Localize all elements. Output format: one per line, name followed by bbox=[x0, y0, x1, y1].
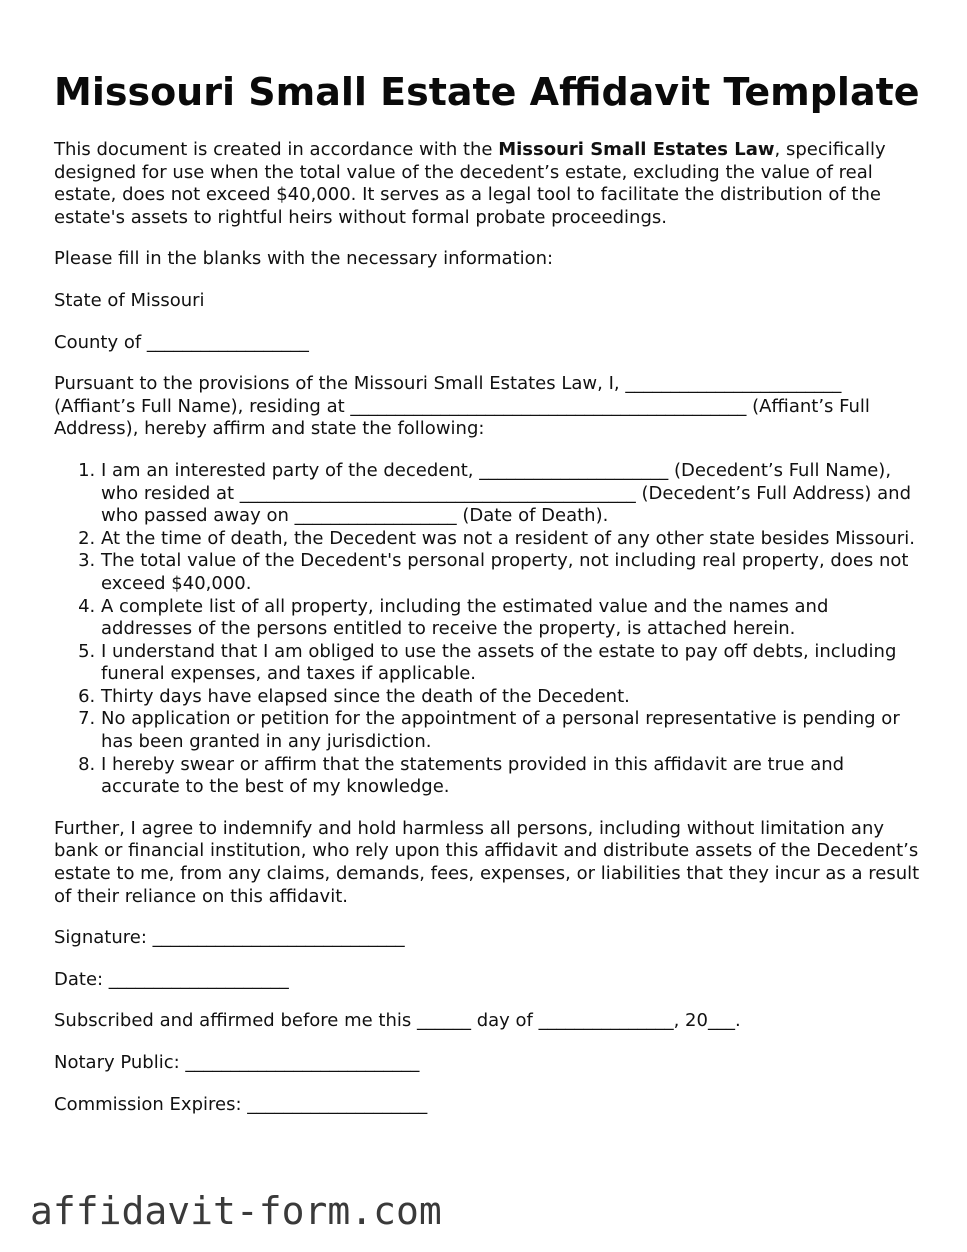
statements-list bbox=[54, 460, 920, 799]
list-item: 8. I hereby swear or affirm that the statements provided in this affidavit are true and accurate to the best of my knowledge. bbox=[101, 754, 920, 799]
list-item: 5. I understand that I am obliged to use the assets of the estate to pay off debts, including funeral expenses, and taxes if applicable. bbox=[101, 641, 920, 686]
pursuant-paragraph: Pursuant to the provisions of the Missouri Small Estates Law, I, ________________________ (Affiant’s Full Name), residing at ____________________________________________ (Affiant’s Full Address), hereby affirm and state the following: bbox=[54, 373, 870, 440]
indemnify-paragraph: Further, I agree to indemnify and hold harmless all persons, including without limitation any bank or financial institution, who rely upon this affidavit and distribute assets of the Decedent’s estate to me, from any claims, demands, fees, expenses, or liabilities that they incur as a result of their reliance on this affidavit. bbox=[54, 817, 920, 907]
intro-law-name: Missouri Small Estates Law bbox=[498, 139, 775, 160]
instruction-text: Please fill in the blanks with the necessary information: bbox=[54, 248, 554, 270]
list-item: 4. A complete list of all property, including the estimated value and the names and addresses of the persons entitled to receive the property, is attached herein. bbox=[101, 596, 920, 641]
intro-paragraph bbox=[54, 139, 920, 229]
signature-line: Signature: ____________________________ bbox=[54, 927, 405, 949]
list-item: 1. I am an interested party of the decedent, _____________________ (Decedent’s Full Name), who resided at ____________________________________________ (Decedent’s Full Address) and who passed away on __________________ (Date of Death). bbox=[101, 460, 920, 528]
document-title: Missouri Small Estate Affidavit Template bbox=[54, 70, 920, 114]
commission-line: Commission Expires: ____________________ bbox=[54, 1093, 428, 1115]
date-line: Date: ____________________ bbox=[54, 968, 289, 990]
list-item: 3. The total value of the Decedent's personal property, not including real property, does not exceed $40,000. bbox=[101, 550, 920, 595]
intro-text-start: This document is created in accordance with the bbox=[54, 139, 499, 160]
notary-line: Notary Public: __________________________ bbox=[54, 1052, 420, 1073]
list-item: 2. At the time of death, the Decedent was not a resident of any other state besides Missouri. bbox=[101, 528, 920, 551]
subscribed-line: Subscribed and affirmed before me this ______ day of _______________, 20___. bbox=[54, 1010, 741, 1032]
list-item: 6. Thirty days have elapsed since the death of the Decedent. bbox=[101, 686, 920, 709]
site-watermark: affidavit-form.com bbox=[30, 1189, 442, 1233]
intro-text-end: , specifically designed for use when the total value of the decedent’s estate, excluding the value of real estate, does not exceed $40,000. It serves as a legal tool to facilitate the distribution of the estate's assets to rightful heirs without formal probate proceedings. bbox=[54, 139, 886, 228]
state-line: State of Missouri bbox=[54, 289, 205, 311]
county-line: County of __________________ bbox=[54, 331, 309, 353]
list-item: 7. No application or petition for the appointment of a personal representative is pending or has been granted in any jurisdiction. bbox=[101, 708, 920, 753]
document-page bbox=[54, 70, 920, 1135]
